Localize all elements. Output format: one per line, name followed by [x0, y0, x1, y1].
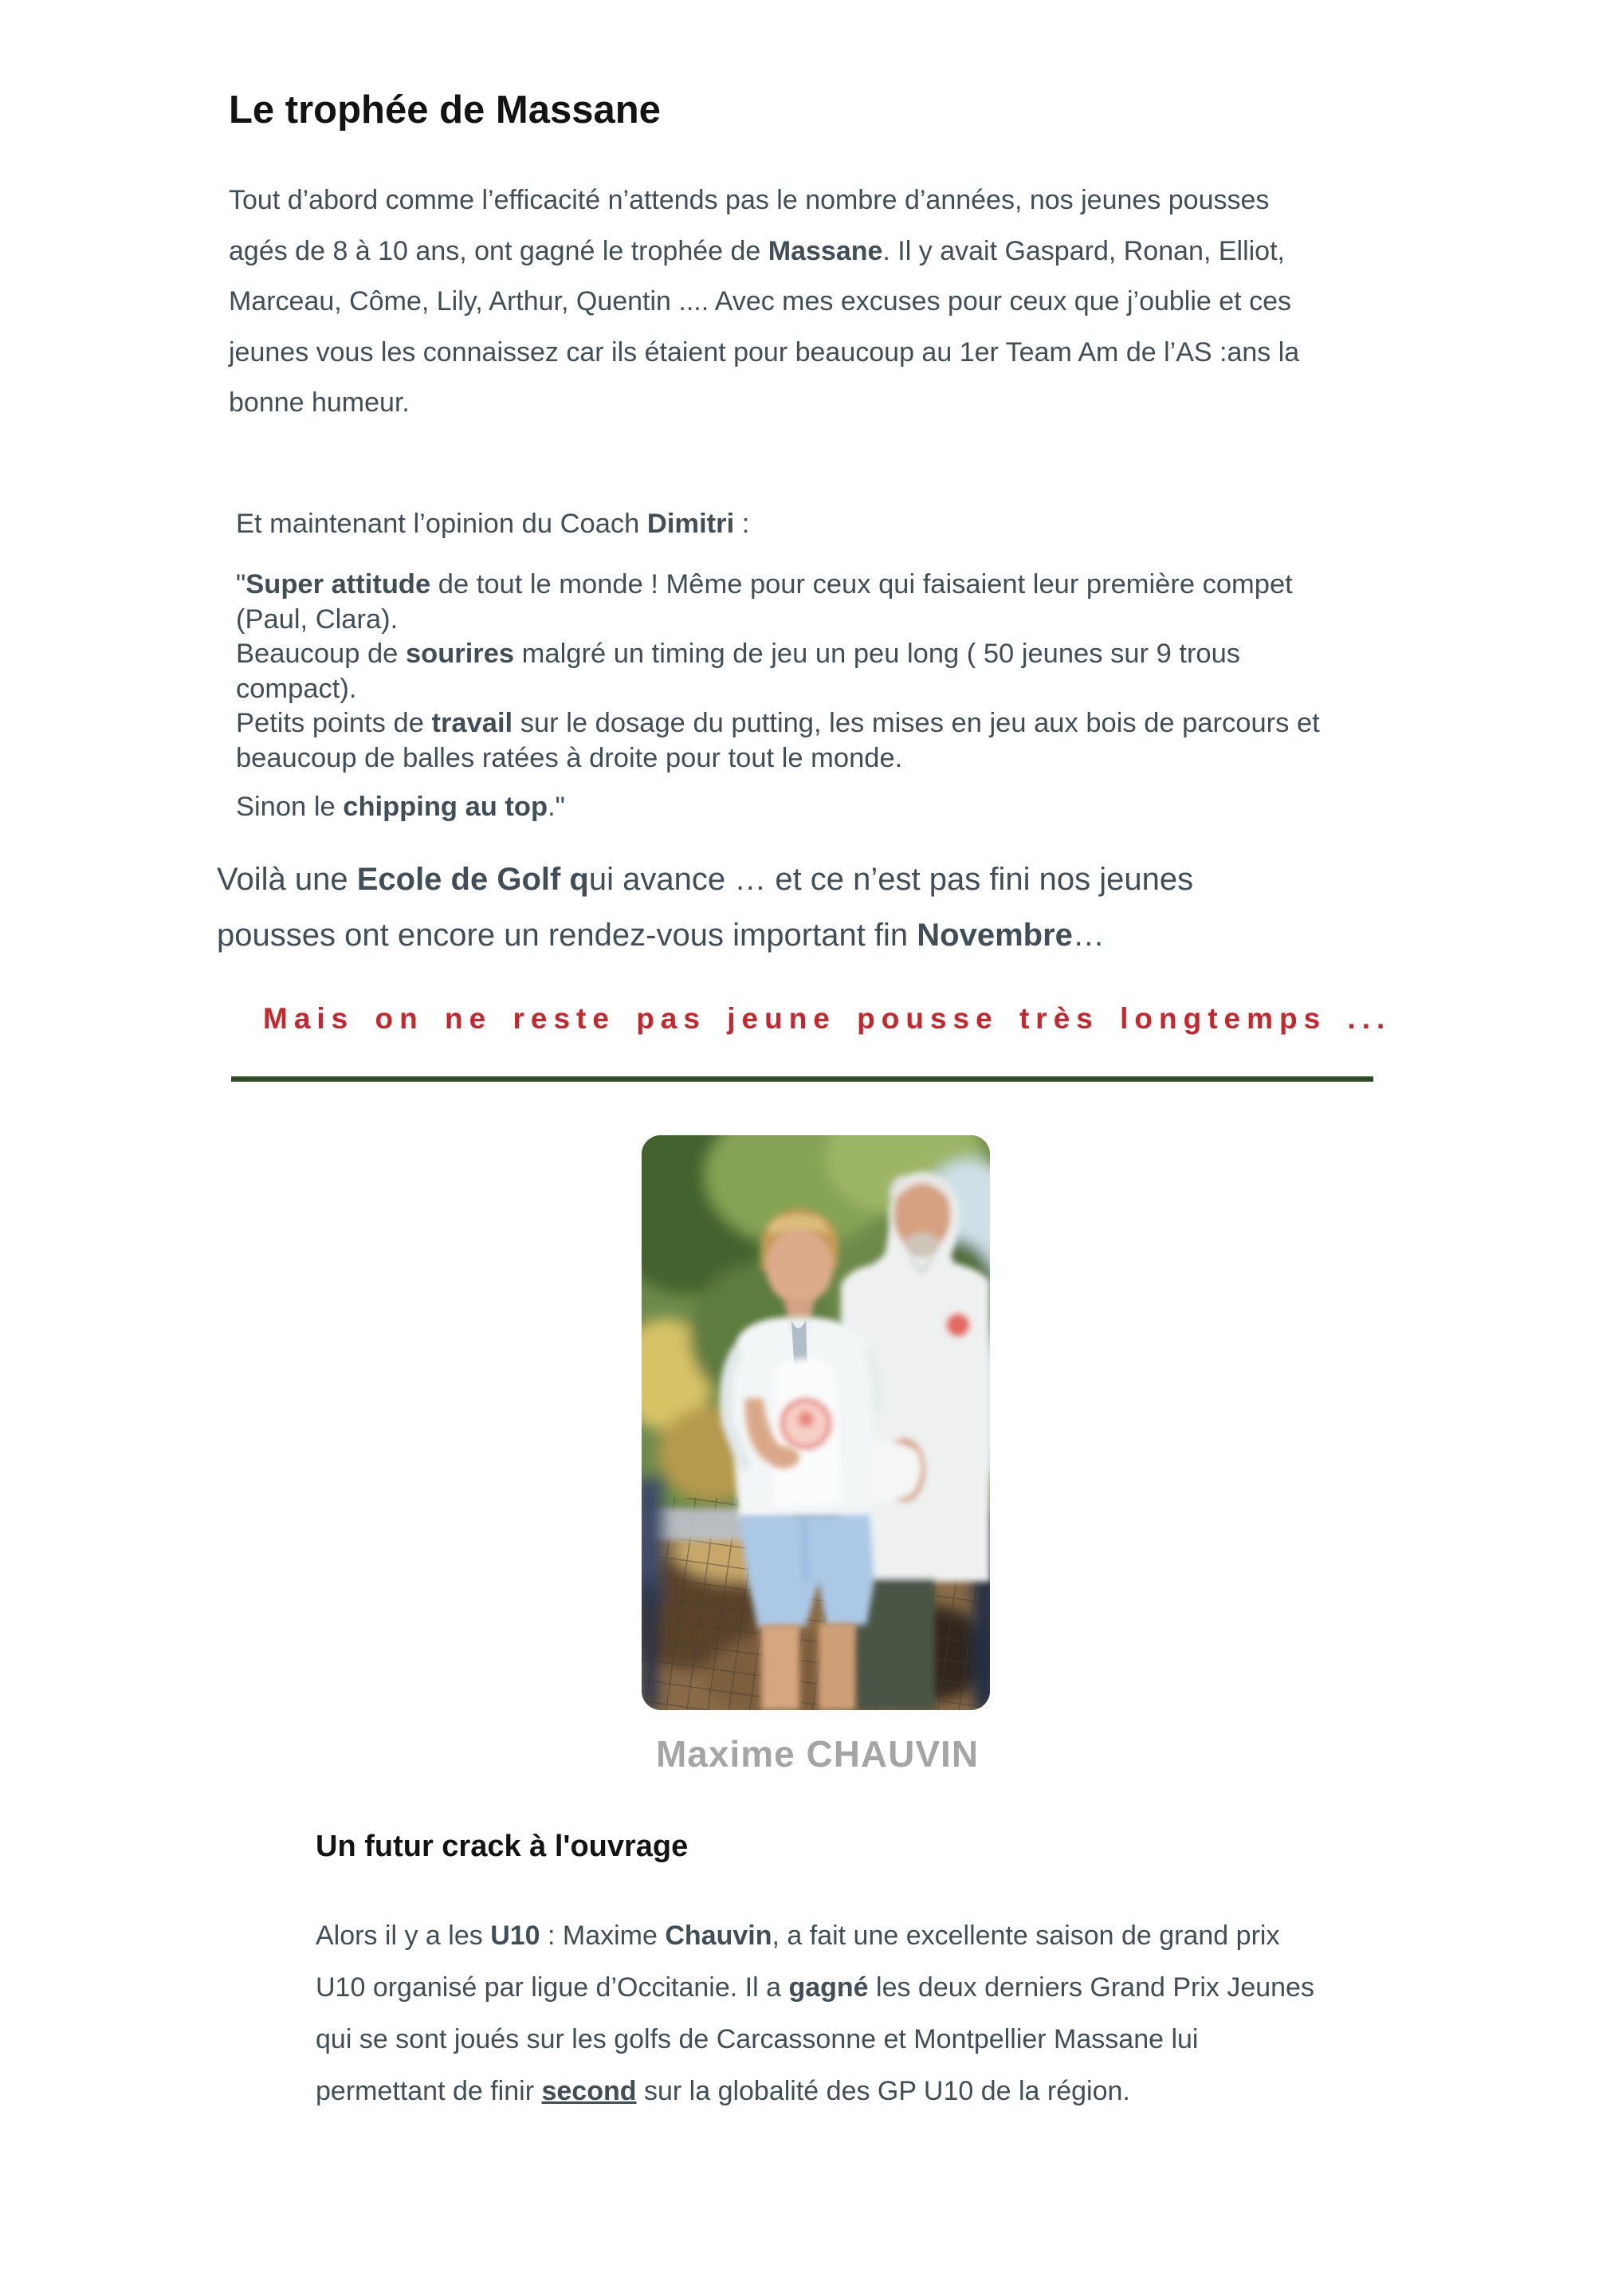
- ecole-de-golf-paragraph: Voilà une Ecole de Golf qui avance … et ce n’est pas fini nos jeunes pousses ont encore un rendez-vous important fin Novembre…: [217, 862, 1194, 953]
- intro-paragraph: Tout d’abord comme l’efficacité n’attends pas le nombre d’années, nos jeunes pousses agés de 8 à 10 ans, ont gagné le trophée de Massane. Il y avait Gaspard, Ronan, Elliot, Marceau, Côme, Lily, Arthur, Quentin .... Avec mes excuses pour ceux que j’oublie et ces jeunes vous les connaissez car ils étaient pour beaucoup au 1er Team Am de l’AS :ans la bonne humeur.: [229, 185, 1300, 418]
- section-divider-line: [231, 1076, 1373, 1082]
- trophy: [774, 1358, 841, 1507]
- photo-caption: Maxime CHAUVIN: [655, 1733, 980, 1775]
- coach-quote-closing-line: Sinon le chipping au top.": [236, 792, 565, 822]
- sub-heading: Un futur crack à l'ouvrage: [316, 1830, 689, 1863]
- article-title: Le trophée de Massane: [229, 88, 661, 132]
- photo-illustration: [642, 1135, 990, 1710]
- coach-quote-paragraph: "Super attitude de tout le monde ! Même pour ceux qui faisaient leur première compet (Paul, Clara). Beaucoup de sourires malgré un timing de jeu un peu long ( 50 jeunes sur 9 trous compact). Petits points de travail sur le dosage du putting, les mises en jeu aux bois de parcours et beaucoup de balles ratées à droite pour tout le monde.: [236, 569, 1320, 773]
- red-teaser-heading: Mais on ne reste pas jeune pousse très longtemps ...: [263, 1002, 1392, 1035]
- shorts: [739, 1515, 874, 1628]
- maxime-photo: [642, 1135, 990, 1710]
- u10-paragraph: Alors il y a les U10 : Maxime Chauvin, a fait une excellente saison de grand prix U10 organisé par ligue d’Occitanie. Il a gagné les deux derniers Grand Prix Jeunes qui se sont joués sur les golfs de Carcassonne et Montpellier Massane lui permettant de finir second sur la globalité des GP U10 de la région.: [316, 1921, 1314, 2106]
- coach-intro-line: Et maintenant l’opinion du Coach Dimitri :: [236, 509, 750, 539]
